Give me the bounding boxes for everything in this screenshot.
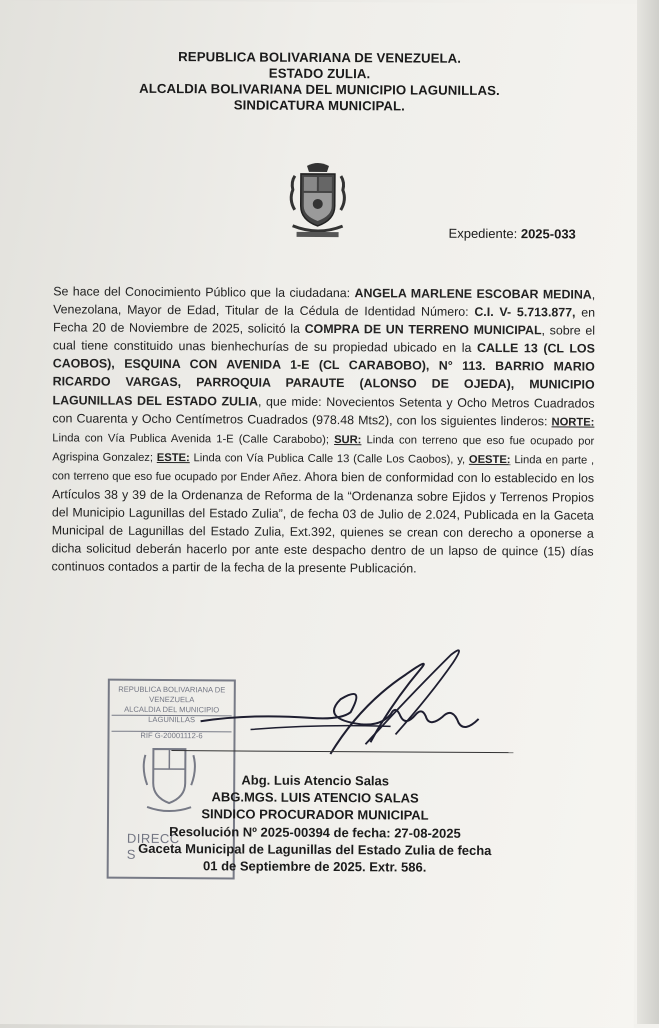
stamp-rif: RIF G-20001112-6 [109, 731, 233, 742]
expediente-label: Expediente: [449, 226, 518, 241]
boundary-west-label: OESTE: [469, 454, 511, 466]
boundary-east-text: Linda con Vía Publica Calle 13 (Calle Los Caobos), y, [190, 452, 469, 466]
applicant-ci: C.I. V- 5.713.877, [474, 305, 575, 320]
expediente-number [449, 226, 576, 242]
signatory-title-name: ABG.MGS. LUIS ATENCIO SALAS [135, 788, 495, 807]
header-sindicatura: SINDICATURA MUNICIPAL. [59, 96, 579, 115]
body-citizenship: , Venezolana, Mayor de Edad, Titular de la Cédula de Identidad Número: [53, 288, 595, 319]
signatory-gazette: Gaceta Municipal de Lagunillas del Estado Zulia de fecha [135, 840, 495, 859]
stamp-bottom-line2: S [127, 847, 180, 863]
signatory-position: SINDICO PROCURADOR MUNICIPAL [135, 805, 495, 824]
applicant-name: ANGELA MARLENE ESCOBAR MEDINA [354, 286, 591, 301]
handwritten-signature [190, 643, 541, 765]
boundary-north-text: Linda con Vía Publica Avenida 1-E (Calle Carabobo); [52, 432, 334, 446]
body-intro: Se hace del Conocimiento Público que la ciudadana: [53, 284, 354, 300]
document-header [59, 48, 579, 115]
boundary-east-label: ESTE: [157, 452, 190, 464]
purchase-request: COMPRA DE UN TERRENO MUNICIPAL [305, 322, 542, 337]
stamp-republic: REPUBLICA BOLIVARIANA DE VENEZUELA [110, 685, 234, 706]
notice-body [51, 282, 595, 579]
boundary-south-label: SUR: [334, 434, 361, 446]
boundary-south-text: Linda con terreno que eso fue ocupado por Agrispina Gonzalez; [52, 434, 594, 464]
property-address: CALLE 13 (CL LOS CAOBOS), ESQUINA CON AVENIDA 1-E (CL CARABOBO), N° 113. BARRIO MARIO RICARDO VARGAS, PARROQUIA PARAUTE (ALONSO DE OJEDA), MUNICIPIO LAGUNILLAS DEL ESTADO ZULIA [53, 341, 595, 408]
boundary-north-label: NORTE: [552, 416, 595, 428]
body-date: en Fecha 20 de Noviembre de 2025, solicitó la [53, 306, 595, 336]
boundary-west-text: Linda en parte , con terreno que eso fue ocupado por Ender Añez. [52, 454, 594, 484]
page-edge-shadow [637, 0, 659, 1024]
signatory-name: Abg. Luis Atencio Salas [135, 771, 495, 790]
body-property: , sobre el cual tiene constituido unas bienhechurías de su propiedad ubicado en la [53, 324, 595, 356]
expediente-value: 2025-033 [521, 226, 576, 241]
body-area: , que mide: Novecientos Setenta y Ocho Metros Cuadrados con Cuarenta y Ocho Centímetros Cuadrados (978.48 Mts2), con los siguientes linderos: [52, 394, 594, 428]
signatory-gazette-date: 01 de Septiembre de 2025. Extr. 586. [135, 857, 495, 876]
signatory-block [135, 771, 496, 876]
stamp-alcaldia: ALCALDIA DEL MUNICIPIO LAGUNILLAS [110, 705, 234, 726]
signatory-resolution: Resolución Nº 2025-00394 de fecha: 27-08-2025 [135, 822, 495, 841]
stamp-bottom-line1: DIRECC [127, 831, 180, 847]
header-alcaldia: ALCALDIA BOLIVARIANA DEL MUNICIPIO LAGUNILLAS. [59, 80, 579, 99]
header-state: ESTADO ZULIA. [60, 64, 580, 83]
coat-of-arms-icon [287, 160, 350, 244]
body-legal-basis: Ahora bien de conformidad con lo establecido en los Artículos 38 y 39 de la Ordenanza de Reforma de la “Ordenanza sobre Ejidos y Terrenos Propios del Municipio Lagunillas del Estado Zulia”, de fecha 03 de Julio de 2.024, Publicada en la Gaceta Municipal de Lagunillas del Estado Zulia, Ext.392, quienes se crean con derecho a oponerse a dicha solicitud deberán hacerlo por ante este despacho dentro de un lapso de quince (15) días continuos contados a partir de la fecha de la presente Publicación. [51, 470, 594, 576]
header-republic: REPUBLICA BOLIVARIANA DE VENEZUELA. [60, 48, 580, 67]
